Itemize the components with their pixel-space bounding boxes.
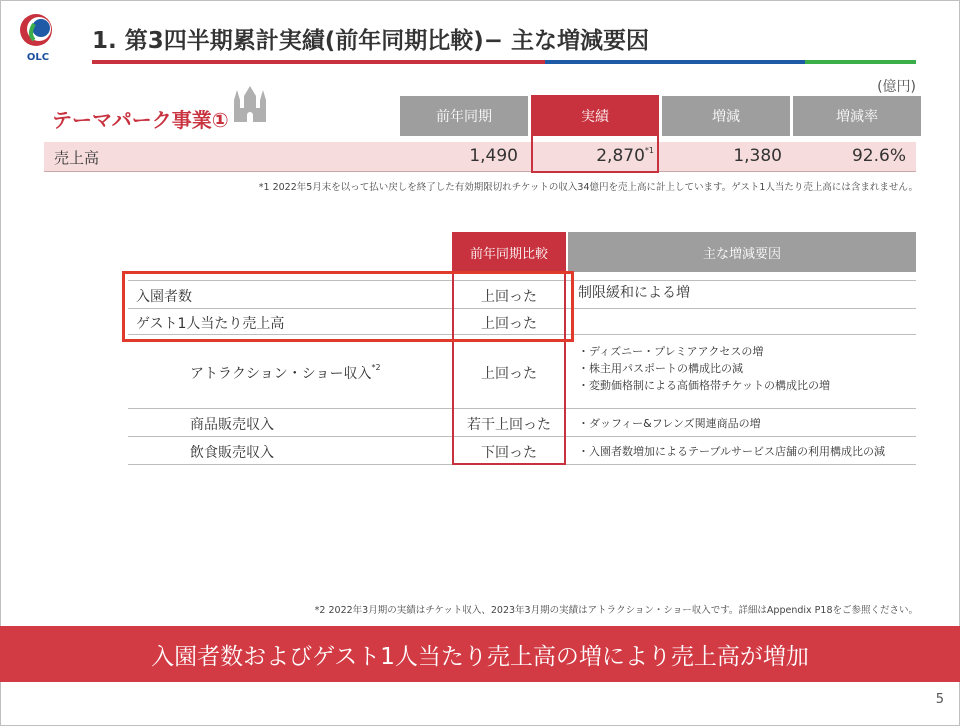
- sales-change: 1,380: [733, 146, 782, 166]
- title-underline: [92, 60, 916, 64]
- sales-actual-note: *1: [644, 146, 654, 155]
- row-compare: 若干上回った: [467, 417, 551, 433]
- row-label: アトラクション・ショー収入$^{*2}$: [190, 363, 381, 382]
- page-title: 1. 第3四半期累計実績(前年同期比較)− 主な増減要因: [92, 28, 650, 54]
- top-table-header: [400, 96, 921, 136]
- title-underline-red: [92, 60, 545, 64]
- row-label-note: *2: [371, 363, 381, 372]
- col-actual: 実績: [531, 96, 659, 136]
- row-reason-list: [578, 343, 830, 394]
- sales-rate: 92.6%: [851, 146, 906, 166]
- sales-prior: 1,490: [469, 146, 518, 166]
- page-number: 5: [935, 692, 944, 707]
- row-compare: 上回った: [481, 316, 537, 332]
- castle-icon: [230, 86, 270, 126]
- col-change: 増減: [662, 96, 790, 136]
- row-reason: 制限緩和による増: [578, 285, 690, 301]
- row-reason: ・株主用パスポートの構成比の減: [578, 362, 743, 375]
- sales-label: 売上高: [54, 149, 100, 167]
- row-reason: ・変動価格制による高価格帯チケットの構成比の増: [578, 379, 831, 392]
- conclusion-banner: 入園者数およびゲスト1人当たり売上高の増により売上高が増加: [0, 626, 960, 682]
- section-title: テーマパーク事業①: [52, 108, 229, 132]
- sales-actual: 2,870$^{*1}$: [596, 146, 654, 166]
- key-rows-highlight: [122, 271, 574, 342]
- footnote-2: *2 2022年3月期の実績はチケット収入、2023年3月期の実績はアトラクション・ショー収入です。詳細はAppendix P18をご参照ください。: [314, 605, 918, 616]
- row-compare: 上回った: [481, 289, 537, 305]
- row-reason: ・ダッフィー&フレンズ関連商品の増: [578, 417, 761, 430]
- col-yoy: 前年同期比較: [452, 232, 566, 272]
- logo-mark-icon: [14, 12, 62, 52]
- company-logo: [14, 12, 62, 68]
- row-label: ゲスト1人当たり売上高: [136, 316, 285, 332]
- logo-text: OLC: [26, 52, 50, 63]
- row-compare: 下回った: [481, 445, 537, 461]
- title-underline-green: [805, 60, 916, 64]
- row-reason: ・入園者数増加によるテーブルサービス店舗の利用構成比の減: [578, 445, 886, 458]
- unit-label: (億円): [877, 79, 916, 95]
- sales-row: [44, 142, 916, 172]
- col-prior: 前年同期: [400, 96, 528, 136]
- row-compare: 上回った: [481, 366, 537, 382]
- row-label: 飲食販売収入: [190, 445, 274, 461]
- row-label: 入園者数: [136, 289, 192, 305]
- actual-highlight-box: [531, 95, 659, 173]
- footnote-1: *1 2022年5月末を以って払い戻しを終了した有効期限切れチケットの収入34億円を売上高に計上しています。ゲスト1人当たり売上高には含まれません。: [258, 182, 918, 193]
- col-factors: 主な増減要因: [568, 232, 916, 272]
- row-reason: ・ディズニー・プレミアアクセスの増: [578, 345, 764, 358]
- title-underline-blue: [545, 60, 805, 64]
- row-label: 商品販売収入: [190, 417, 274, 433]
- col-rate: 増減率: [793, 96, 921, 136]
